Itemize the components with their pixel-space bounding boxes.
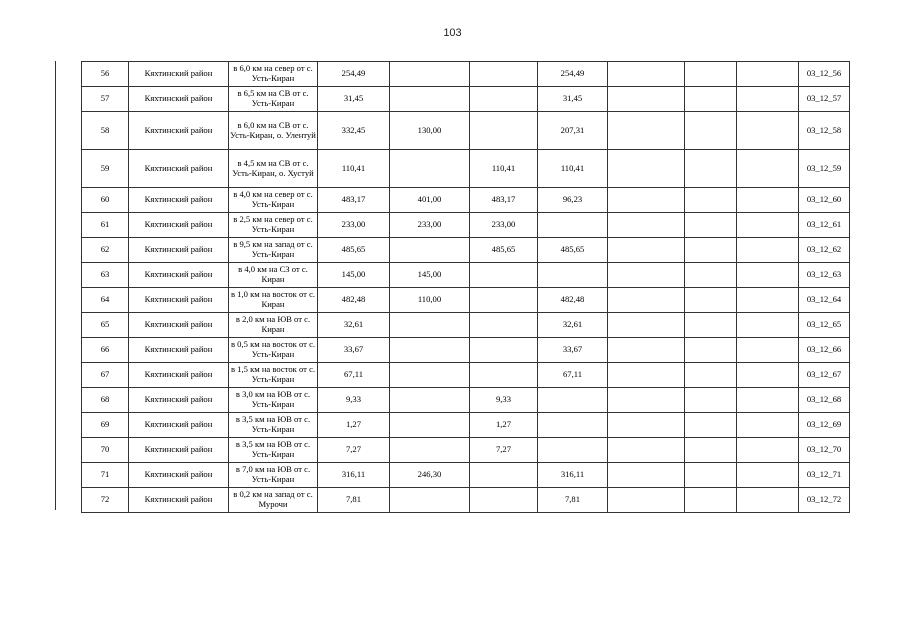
area-column-2-cell (390, 313, 470, 338)
area-column-2-cell: 145,00 (390, 263, 470, 288)
row-number-cell: 70 (82, 438, 129, 463)
area-column-7-cell (737, 338, 799, 363)
location-cell: в 3,0 км на ЮВ от с. Усть-Киран (229, 388, 318, 413)
plot-code-cell: 03_12_61 (799, 213, 850, 238)
district-cell: Кяхтинский район (129, 438, 229, 463)
area-column-4-cell: 316,11 (538, 463, 608, 488)
location-cell: в 9,5 км на запад от с. Усть-Киран (229, 238, 318, 263)
area-column-5-cell (608, 150, 685, 188)
location-cell: в 2,0 км на ЮВ от с. Киран (229, 313, 318, 338)
total-area-cell: 332,45 (318, 112, 390, 150)
plot-code-cell: 03_12_62 (799, 238, 850, 263)
area-column-6-cell (685, 263, 737, 288)
district-cell: Кяхтинский район (129, 338, 229, 363)
table-row (82, 338, 850, 363)
table-row (82, 238, 850, 263)
total-area-cell: 1,27 (318, 413, 390, 438)
area-column-6-cell (685, 413, 737, 438)
location-cell: в 7,0 км на ЮВ от с. Усть-Киран (229, 463, 318, 488)
district-cell: Кяхтинский район (129, 313, 229, 338)
area-column-6-cell (685, 213, 737, 238)
area-column-5-cell (608, 388, 685, 413)
area-column-6-cell (685, 363, 737, 388)
row-number-cell: 69 (82, 413, 129, 438)
district-cell: Кяхтинский район (129, 463, 229, 488)
area-column-4-cell: 67,11 (538, 363, 608, 388)
location-cell: в 3,5 км на ЮВ от с. Усть-Киран (229, 438, 318, 463)
area-column-7-cell (737, 288, 799, 313)
area-column-7-cell (737, 388, 799, 413)
row-number-cell: 57 (82, 87, 129, 112)
area-column-6-cell (685, 288, 737, 313)
area-column-7-cell (737, 313, 799, 338)
area-column-5-cell (608, 313, 685, 338)
area-column-3-cell (470, 112, 538, 150)
total-area-cell: 31,45 (318, 87, 390, 112)
area-column-5-cell (608, 463, 685, 488)
row-number-cell: 58 (82, 112, 129, 150)
district-cell: Кяхтинский район (129, 62, 229, 87)
area-column-2-cell: 246,30 (390, 463, 470, 488)
area-column-3-cell (470, 62, 538, 87)
page-number: 103 (443, 27, 462, 39)
area-column-5-cell (608, 112, 685, 150)
area-column-2-cell: 130,00 (390, 112, 470, 150)
location-cell: в 2,5 км на север от с. Усть-Киран (229, 213, 318, 238)
area-column-2-cell (390, 87, 470, 112)
total-area-cell: 145,00 (318, 263, 390, 288)
district-cell: Кяхтинский район (129, 488, 229, 513)
area-column-2-cell (390, 363, 470, 388)
area-column-5-cell (608, 188, 685, 213)
total-area-cell: 32,61 (318, 313, 390, 338)
area-column-6-cell (685, 62, 737, 87)
area-column-4-cell (538, 413, 608, 438)
location-cell: в 1,5 км на восток от с. Усть-Киран (229, 363, 318, 388)
area-column-6-cell (685, 150, 737, 188)
table-body (82, 62, 850, 513)
location-cell: в 0,2 км на запад от с. Мурочи (229, 488, 318, 513)
area-column-5-cell (608, 438, 685, 463)
plot-code-cell: 03_12_70 (799, 438, 850, 463)
location-cell: в 6,0 км на СВ от с. Усть-Киран, о. Улентуй (229, 112, 318, 150)
plot-code-cell: 03_12_72 (799, 488, 850, 513)
area-column-7-cell (737, 150, 799, 188)
area-column-5-cell (608, 87, 685, 112)
area-column-7-cell (737, 438, 799, 463)
table-row (82, 438, 850, 463)
row-number-cell: 62 (82, 238, 129, 263)
area-column-3-cell (470, 87, 538, 112)
district-cell: Кяхтинский район (129, 388, 229, 413)
area-column-7-cell (737, 463, 799, 488)
area-column-7-cell (737, 213, 799, 238)
row-number-cell: 68 (82, 388, 129, 413)
area-column-6-cell (685, 438, 737, 463)
area-column-7-cell (737, 62, 799, 87)
table-row (82, 87, 850, 112)
location-cell: в 4,5 км на СВ от с. Усть-Киран, о. Хустуй (229, 150, 318, 188)
plot-code-cell: 03_12_57 (799, 87, 850, 112)
area-column-3-cell (470, 313, 538, 338)
row-number-cell: 72 (82, 488, 129, 513)
area-column-4-cell: 7,81 (538, 488, 608, 513)
area-column-4-cell: 33,67 (538, 338, 608, 363)
area-column-4-cell: 31,45 (538, 87, 608, 112)
area-column-4-cell: 482,48 (538, 288, 608, 313)
row-number-cell: 63 (82, 263, 129, 288)
table-row (82, 313, 850, 338)
area-column-3-cell: 7,27 (470, 438, 538, 463)
table-row (82, 388, 850, 413)
district-cell: Кяхтинский район (129, 213, 229, 238)
row-number-cell: 71 (82, 463, 129, 488)
area-column-4-cell: 32,61 (538, 313, 608, 338)
plot-code-cell: 03_12_63 (799, 263, 850, 288)
area-column-3-cell (470, 463, 538, 488)
total-area-cell: 33,67 (318, 338, 390, 363)
area-column-5-cell (608, 363, 685, 388)
plot-code-cell: 03_12_64 (799, 288, 850, 313)
area-column-4-cell (538, 263, 608, 288)
total-area-cell: 485,65 (318, 238, 390, 263)
table-row (82, 213, 850, 238)
area-column-2-cell (390, 388, 470, 413)
table-row (82, 463, 850, 488)
total-area-cell: 110,41 (318, 150, 390, 188)
area-column-3-cell: 485,65 (470, 238, 538, 263)
table-row (82, 150, 850, 188)
area-column-5-cell (608, 213, 685, 238)
area-column-2-cell: 110,00 (390, 288, 470, 313)
area-column-5-cell (608, 413, 685, 438)
area-column-6-cell (685, 87, 737, 112)
total-area-cell: 7,81 (318, 488, 390, 513)
area-column-2-cell (390, 438, 470, 463)
plot-code-cell: 03_12_60 (799, 188, 850, 213)
plot-code-cell: 03_12_59 (799, 150, 850, 188)
total-area-cell: 483,17 (318, 188, 390, 213)
area-column-3-cell (470, 363, 538, 388)
area-column-5-cell (608, 288, 685, 313)
area-column-7-cell (737, 87, 799, 112)
area-column-6-cell (685, 188, 737, 213)
area-column-4-cell (538, 388, 608, 413)
table-row (82, 488, 850, 513)
area-column-2-cell: 401,00 (390, 188, 470, 213)
total-area-cell: 254,49 (318, 62, 390, 87)
plot-code-cell: 03_12_56 (799, 62, 850, 87)
plot-code-cell: 03_12_68 (799, 388, 850, 413)
plot-code-cell: 03_12_58 (799, 112, 850, 150)
area-column-3-cell (470, 338, 538, 363)
location-cell: в 0,5 км на восток от с. Усть-Киран (229, 338, 318, 363)
plot-code-cell: 03_12_69 (799, 413, 850, 438)
district-cell: Кяхтинский район (129, 188, 229, 213)
area-column-7-cell (737, 238, 799, 263)
district-cell: Кяхтинский район (129, 263, 229, 288)
row-number-cell: 59 (82, 150, 129, 188)
row-number-cell: 56 (82, 62, 129, 87)
area-column-6-cell (685, 338, 737, 363)
area-column-5-cell (608, 488, 685, 513)
row-number-cell: 64 (82, 288, 129, 313)
area-column-2-cell (390, 488, 470, 513)
district-cell: Кяхтинский район (129, 87, 229, 112)
table-row (82, 288, 850, 313)
location-cell: в 4,0 км на север от с. Усть-Киран (229, 188, 318, 213)
area-column-4-cell: 207,31 (538, 112, 608, 150)
table-row (82, 413, 850, 438)
area-column-3-cell: 110,41 (470, 150, 538, 188)
table-row (82, 263, 850, 288)
table-row (82, 112, 850, 150)
location-cell: в 4,0 км на СЗ от с. Киран (229, 263, 318, 288)
area-column-4-cell (538, 438, 608, 463)
area-column-7-cell (737, 188, 799, 213)
area-column-3-cell (470, 488, 538, 513)
row-number-cell: 61 (82, 213, 129, 238)
plot-code-cell: 03_12_71 (799, 463, 850, 488)
area-column-6-cell (685, 463, 737, 488)
area-column-6-cell (685, 112, 737, 150)
area-column-6-cell (685, 488, 737, 513)
area-column-2-cell (390, 338, 470, 363)
area-column-5-cell (608, 62, 685, 87)
plot-code-cell: 03_12_65 (799, 313, 850, 338)
area-column-2-cell (390, 150, 470, 188)
area-column-7-cell (737, 488, 799, 513)
plot-code-cell: 03_12_66 (799, 338, 850, 363)
district-cell: Кяхтинский район (129, 413, 229, 438)
district-cell: Кяхтинский район (129, 150, 229, 188)
row-number-cell: 66 (82, 338, 129, 363)
area-column-5-cell (608, 263, 685, 288)
area-column-3-cell: 233,00 (470, 213, 538, 238)
area-column-6-cell (685, 388, 737, 413)
total-area-cell: 9,33 (318, 388, 390, 413)
total-area-cell: 67,11 (318, 363, 390, 388)
area-column-5-cell (608, 338, 685, 363)
area-column-4-cell: 110,41 (538, 150, 608, 188)
row-number-cell: 60 (82, 188, 129, 213)
area-column-4-cell: 96,23 (538, 188, 608, 213)
area-column-7-cell (737, 112, 799, 150)
area-column-4-cell (538, 213, 608, 238)
area-column-3-cell (470, 288, 538, 313)
area-column-3-cell (470, 263, 538, 288)
plot-code-cell: 03_12_67 (799, 363, 850, 388)
area-column-7-cell (737, 363, 799, 388)
total-area-cell: 233,00 (318, 213, 390, 238)
district-cell: Кяхтинский район (129, 363, 229, 388)
district-cell: Кяхтинский район (129, 288, 229, 313)
row-number-cell: 67 (82, 363, 129, 388)
area-column-7-cell (737, 413, 799, 438)
area-column-4-cell: 485,65 (538, 238, 608, 263)
row-number-cell: 65 (82, 313, 129, 338)
district-cell: Кяхтинский район (129, 238, 229, 263)
area-column-3-cell: 9,33 (470, 388, 538, 413)
total-area-cell: 482,48 (318, 288, 390, 313)
location-cell: в 1,0 км на восток от с. Киран (229, 288, 318, 313)
table-row (82, 188, 850, 213)
table-row (82, 62, 850, 87)
area-column-2-cell (390, 62, 470, 87)
district-cell: Кяхтинский район (129, 112, 229, 150)
area-column-4-cell: 254,49 (538, 62, 608, 87)
location-cell: в 3,5 км на ЮВ от с. Усть-Киран (229, 413, 318, 438)
area-column-7-cell (737, 263, 799, 288)
total-area-cell: 316,11 (318, 463, 390, 488)
area-column-2-cell (390, 413, 470, 438)
total-area-cell: 7,27 (318, 438, 390, 463)
area-column-6-cell (685, 313, 737, 338)
table-row (82, 363, 850, 388)
area-column-2-cell (390, 238, 470, 263)
area-column-2-cell: 233,00 (390, 213, 470, 238)
area-column-6-cell (685, 238, 737, 263)
area-column-5-cell (608, 238, 685, 263)
location-cell: в 6,5 км на СВ от с. Усть-Киран (229, 87, 318, 112)
area-column-3-cell: 483,17 (470, 188, 538, 213)
location-cell: в 6,0 км на север от с. Усть-Киран (229, 62, 318, 87)
area-column-3-cell: 1,27 (470, 413, 538, 438)
land-plots-table (81, 61, 850, 513)
margin-rule (55, 61, 56, 510)
